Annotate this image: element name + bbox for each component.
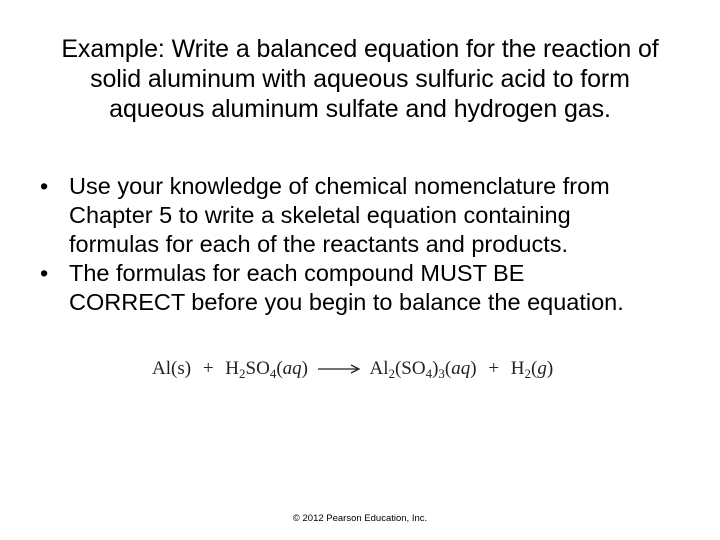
title-line: Example: Write a balanced equation for the reaction of bbox=[61, 35, 659, 63]
bullet-marker: • bbox=[40, 260, 49, 286]
plus-sign: + bbox=[488, 358, 500, 379]
bullet-item bbox=[40, 172, 716, 259]
reactant-aluminum bbox=[152, 354, 191, 384]
paren: ) bbox=[301, 358, 308, 379]
subscript: 2 bbox=[388, 366, 395, 381]
subscript: 4 bbox=[269, 366, 277, 381]
subscript: 2 bbox=[239, 366, 246, 381]
title-line: aqueous aluminum sulfate and hydrogen gas. bbox=[109, 95, 611, 123]
bullet-marker: • bbox=[40, 173, 49, 199]
product-aluminum-sulfate bbox=[369, 354, 476, 384]
bullet-line: The formulas for each compound MUST BE bbox=[69, 260, 525, 286]
chemical-equation bbox=[152, 354, 582, 384]
formula-text: H bbox=[225, 358, 240, 379]
title-line: solid aluminum with aqueous sulfuric acid to form bbox=[90, 65, 630, 93]
subscript: 4 bbox=[425, 366, 433, 381]
bullet-line: Chapter 5 to write a skeletal equation containing bbox=[69, 202, 571, 228]
subscript: 3 bbox=[438, 366, 445, 381]
paren: ( bbox=[444, 358, 452, 379]
bullet-list bbox=[40, 172, 716, 317]
plus-sign: + bbox=[202, 358, 214, 379]
bullet-line: Use your knowledge of chemical nomenclature from bbox=[69, 173, 610, 199]
state-label: (s) bbox=[171, 358, 192, 379]
slide-title bbox=[0, 34, 720, 124]
subscript: 2 bbox=[524, 366, 532, 381]
paren: ) bbox=[546, 358, 554, 379]
paren: ) bbox=[470, 358, 477, 379]
bullet-line: formulas for each of the reactants and products. bbox=[69, 231, 568, 257]
formula-text: Al bbox=[369, 358, 389, 379]
state-label: aq bbox=[451, 358, 471, 379]
formula-text: SO bbox=[245, 358, 270, 379]
formula-text: (SO bbox=[394, 358, 426, 379]
bullet-item bbox=[40, 259, 716, 317]
paren: ( bbox=[531, 358, 538, 379]
product-hydrogen bbox=[511, 354, 553, 384]
bullet-line: CORRECT before you begin to balance the equation. bbox=[69, 289, 624, 315]
state-label: g bbox=[537, 358, 547, 379]
long-right-arrow-icon bbox=[317, 363, 361, 375]
state-label: aq bbox=[282, 358, 302, 379]
formula-text: H bbox=[510, 358, 525, 379]
formula-text: Al bbox=[152, 358, 171, 379]
copyright-footer: © 2012 Pearson Education, Inc. bbox=[292, 513, 428, 524]
paren: ( bbox=[276, 358, 283, 379]
reactant-sulfuric-acid bbox=[225, 354, 308, 384]
paren: ) bbox=[432, 358, 439, 379]
